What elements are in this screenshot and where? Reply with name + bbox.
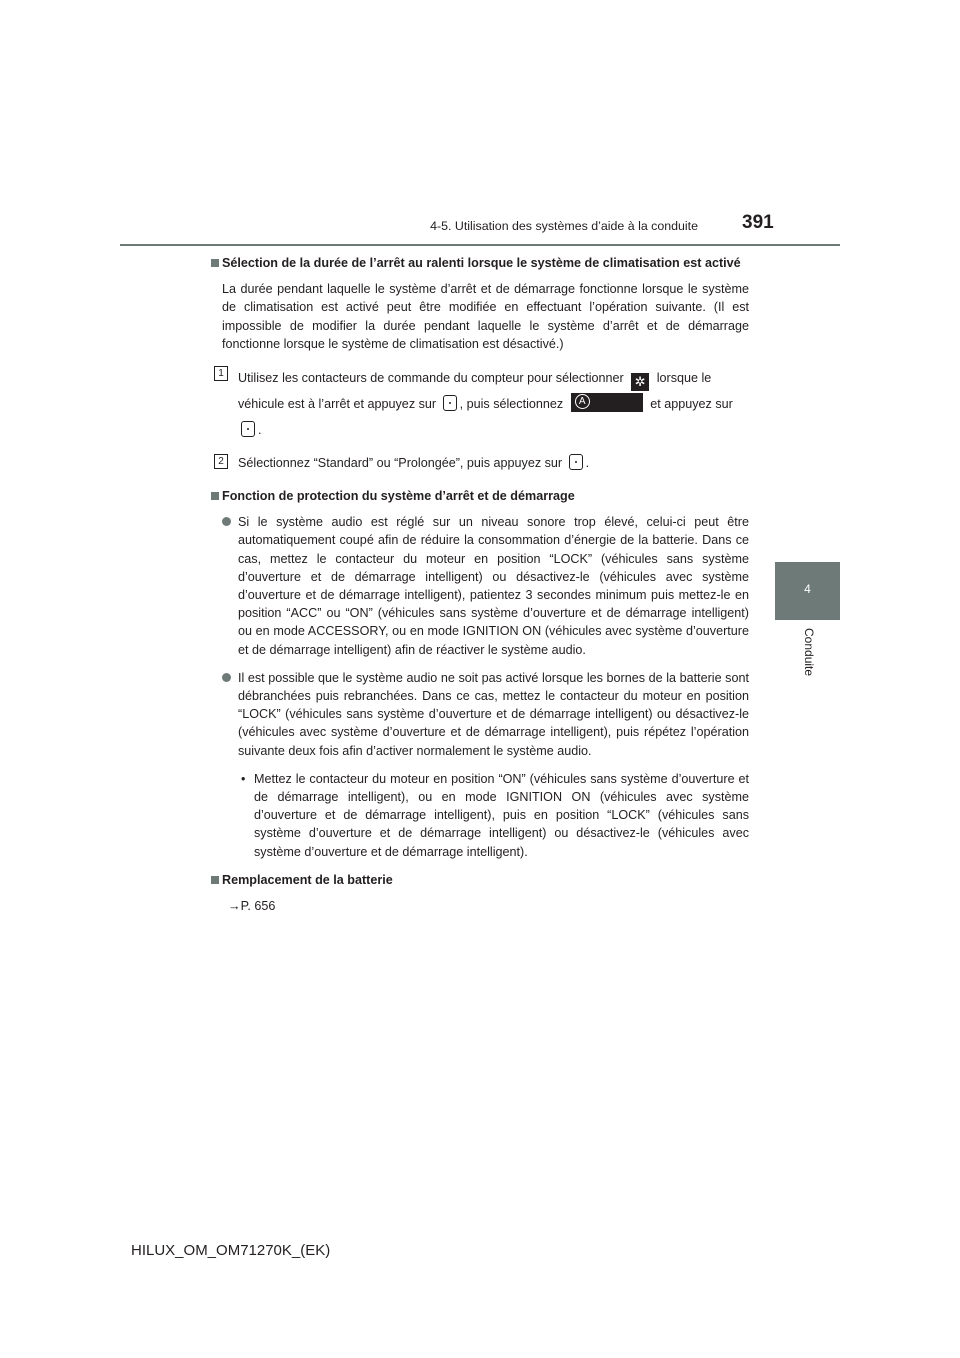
section-title-idle-duration bbox=[211, 254, 749, 272]
section-title-text: Sélection de la durée de l’arrêt au ralenti lorsque le système de climatisation est activé bbox=[222, 256, 741, 270]
section-body: La durée pendant laquelle le système d’arrêt et de démarrage fonctionne lorsque le système de climatisation est activé peut être modifiée en effectuant l’opération suivante. (Il est impossible de modifier la durée pendant laquelle le système d’arrêt et de démarrage fonctionne lorsque le système de climatisation est désactivé.) bbox=[222, 282, 749, 351]
chapter-tab bbox=[775, 562, 840, 620]
section-title-text: Fonction de protection du système d’arrêt et de démarrage bbox=[222, 489, 575, 504]
list-item bbox=[222, 669, 749, 760]
page-reference-link[interactable]: →P. 656 bbox=[228, 899, 276, 914]
step-1 bbox=[218, 365, 749, 443]
step-text: , puis sélectionnez bbox=[459, 397, 564, 412]
dot-button-icon bbox=[241, 421, 255, 437]
square-bullet-icon bbox=[211, 876, 219, 884]
step-number: 1 bbox=[214, 366, 228, 381]
step-text: . bbox=[258, 423, 262, 438]
section-title-protection bbox=[211, 487, 749, 505]
chapter-tab-label: Conduite bbox=[802, 628, 816, 677]
sub-list-item-text: Mettez le contacteur du moteur en position “ON” (véhicules sans système d’ouverture et de démarrage intelligent), ou en mode IGNITION ON (véhicules avec système d’ouverture et de démarrage intelligent), puis en position “LOCK” (véhicules sans système d’ouverture et de démarrage intelligent) ou désactivez-le (véhicules avec système d’ouverture et de démarrage intelligent). bbox=[254, 771, 749, 859]
section-title-battery bbox=[211, 871, 749, 889]
chapter-tab-number: 4 bbox=[804, 582, 811, 596]
list-item-text: Si le système audio est réglé sur un niveau sonore trop élevé, celui-ci peut être automatiquement coupé afin de réduire la consommation d’énergie de la batterie. Dans ce cas, mettez le contacteur du moteur en position “LOCK” (véhicules sans système d’ouverture et de démarrage intelligent) ou désactivez-le (véhicules avec système d’ouverture et de démarrage intelligent), patientez 3 secondes minimum puis mettez-le en position “ACC” ou “ON” (véhicules sans système d’ouverture et de démarrage intelligent) ou en mode ACCESSORY, ou en mode IGNITION ON (véhicules avec système d’ouverture et de démarrage intelligent) afin de réactiver le système audio. bbox=[238, 515, 749, 657]
section-title-text: Remplacement de la batterie bbox=[222, 872, 393, 887]
page-number: 391 bbox=[742, 212, 774, 233]
step-2 bbox=[218, 453, 749, 473]
dot-bullet-icon: • bbox=[241, 771, 246, 786]
square-bullet-icon bbox=[211, 259, 219, 267]
circle-bullet-icon bbox=[222, 673, 231, 682]
step-number: 2 bbox=[214, 454, 228, 469]
page-content bbox=[211, 254, 749, 915]
step-text: . bbox=[585, 456, 590, 471]
dot-button-icon bbox=[569, 454, 583, 470]
step-text: et appuyez sur bbox=[650, 397, 733, 412]
running-header-section: 4-5. Utilisation des systèmes d’aide à la conduite bbox=[430, 219, 698, 233]
circle-bullet-icon bbox=[222, 517, 231, 526]
step-text: Utilisez les contacteurs de commande du compteur pour sélectionner bbox=[238, 371, 624, 386]
step-text: Sélectionnez “Standard” ou “Prolongée”, puis appuyez sur bbox=[238, 456, 563, 471]
list-item-text: Il est possible que le système audio ne soit pas activé lorsque les bornes de la batterie sont débranchées puis rebranchées. Dans ce cas, mettez le contacteur du moteur en position “LOCK” (véhicules sans système d’ouverture et de démarrage intelligent) ou désactivez-le (véhicules avec système d’ouverture et de démarrage intelligent), puis répétez l’opération suivante deux fois afin d’activer normalement le système audio. bbox=[238, 670, 749, 758]
document-id: HILUX_OM_OM71270K_(EK) bbox=[131, 1242, 331, 1259]
list-item bbox=[222, 513, 749, 659]
auto-stop-start-icon: A bbox=[571, 393, 643, 412]
gear-icon: ✲ bbox=[631, 373, 649, 391]
header-rule bbox=[120, 244, 840, 246]
sub-list-item bbox=[238, 770, 749, 861]
square-bullet-icon bbox=[211, 492, 219, 500]
dot-button-icon bbox=[443, 395, 457, 411]
step-text: lorsque le véhicule est à l’arrêt et appuyez sur bbox=[238, 371, 712, 412]
